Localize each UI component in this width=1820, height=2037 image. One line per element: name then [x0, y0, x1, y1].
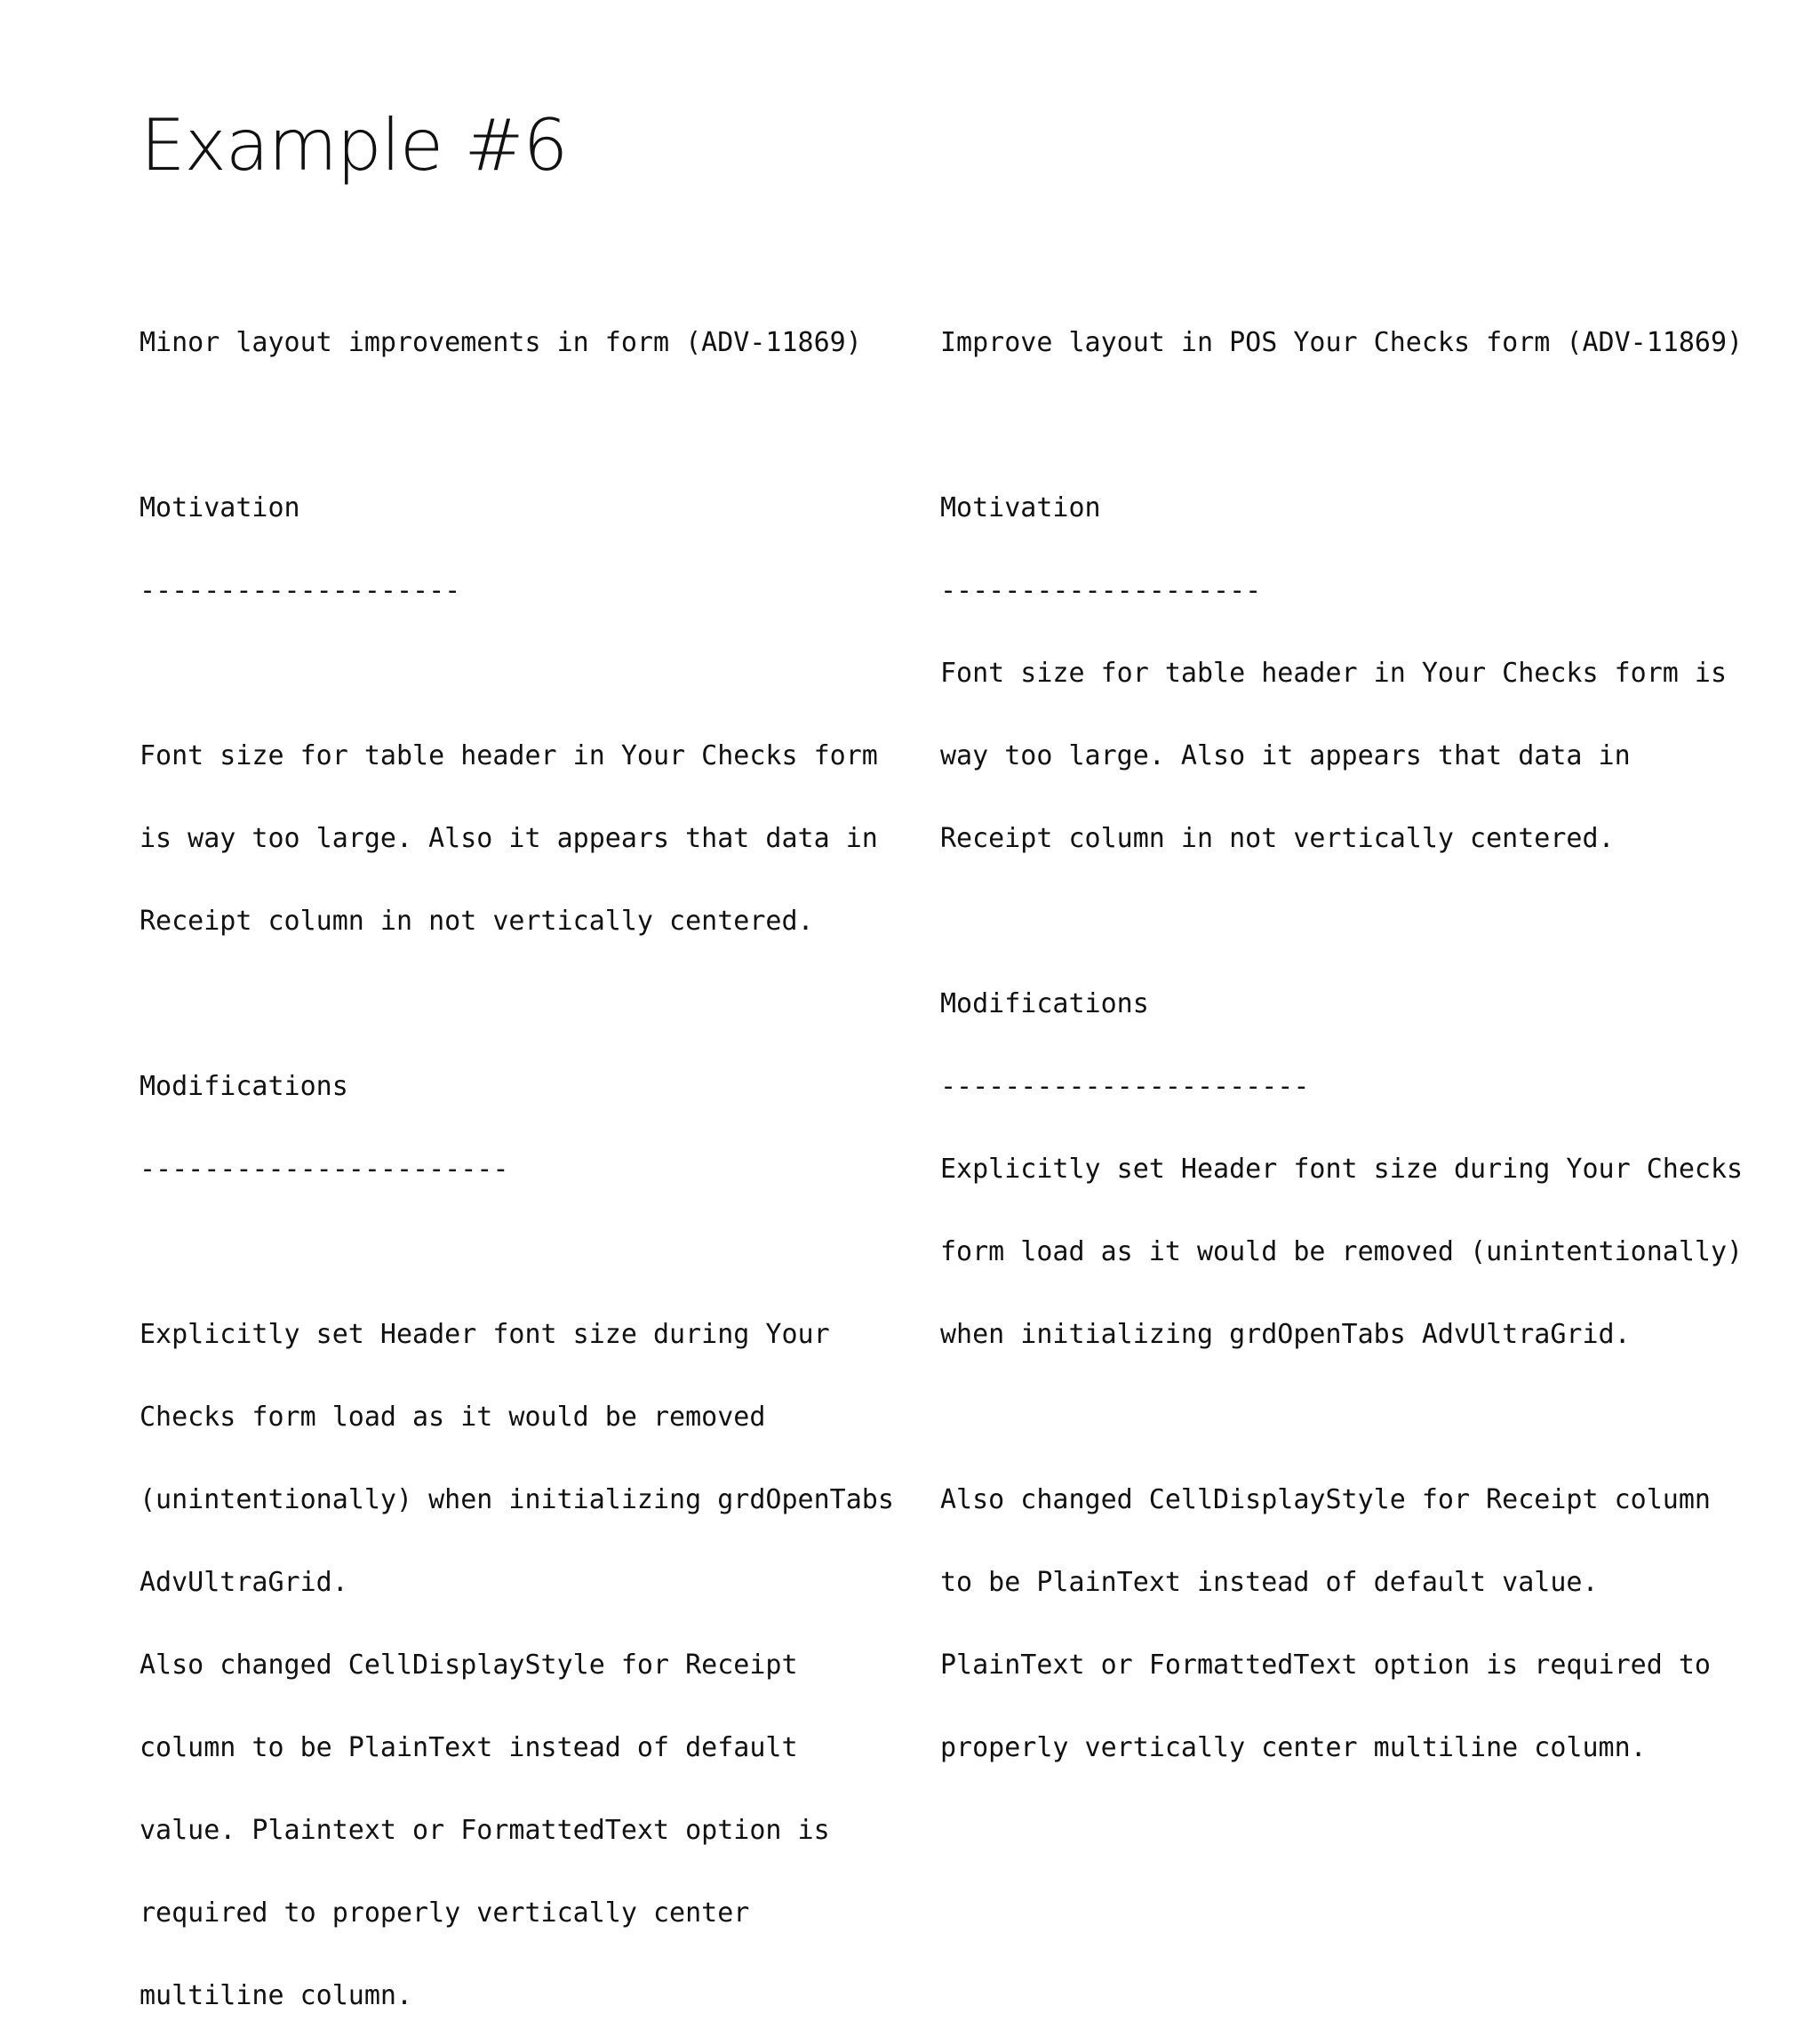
modifications-text-line: AdvUltraGrid.	[140, 1567, 348, 1598]
blank-line	[140, 990, 894, 1018]
blank-line	[140, 411, 894, 439]
blank-line	[140, 659, 894, 687]
heading-underline: -----------------------	[940, 1071, 1310, 1102]
slide-title: Example #6	[140, 104, 568, 187]
modifications-text-line: required to properly vertically center	[140, 1897, 750, 1929]
modifications-text-line: multiline column.	[140, 1980, 413, 2011]
modifications-text-line: Checks form load as it would be removed	[140, 1402, 766, 1433]
modifications-text-line: (unintentionally) when initializing grdOpenTabs	[140, 1484, 894, 1515]
modifications-text-line: properly vertically center multiline column.	[940, 1732, 1647, 1763]
blank-line	[140, 1238, 894, 1266]
modifications-text-line: to be PlainText instead of default value.	[940, 1567, 1599, 1598]
modifications-heading: Modifications	[140, 1071, 348, 1102]
heading-underline: --------------------	[140, 575, 461, 606]
motivation-text-line: is way too large. Also it appears that data in	[140, 823, 878, 854]
blank-line	[940, 1403, 1743, 1431]
modifications-text-line: column to be PlainText instead of default	[140, 1732, 798, 1763]
blank-line	[940, 907, 1743, 935]
motivation-text-line: way too large. Also it appears that data in	[940, 740, 1631, 771]
motivation-text-line: Font size for table header in Your Checks form is	[940, 658, 1728, 689]
old-commit-message	[140, 274, 894, 2037]
commit-summary-line: Minor layout improvements in form (ADV-11869)	[140, 327, 862, 358]
modifications-text-line: form load as it would be removed (unintentionally)	[940, 1236, 1744, 1267]
motivation-heading: Motivation	[940, 492, 1101, 523]
modifications-text-line: when initializing grdOpenTabs AdvUltraGrid.	[940, 1319, 1631, 1350]
motivation-heading: Motivation	[140, 492, 300, 523]
new-commit-message	[940, 274, 1743, 1789]
modifications-heading: Modifications	[940, 988, 1149, 1019]
modifications-text-line: Also changed CellDisplayStyle for Receipt column	[940, 1484, 1711, 1515]
motivation-text-line: Receipt column in not vertically centered.	[140, 906, 814, 937]
modifications-text-line: PlainText or FormattedText option is required to	[940, 1650, 1711, 1681]
motivation-text-line: Receipt column in not vertically centered.	[940, 823, 1615, 854]
blank-line	[940, 411, 1743, 439]
modifications-text-line: Explicitly set Header font size during Your Checks	[940, 1154, 1744, 1185]
heading-underline: --------------------	[940, 575, 1262, 606]
motivation-text-line: Font size for table header in Your Checks form	[140, 740, 878, 771]
heading-underline: -----------------------	[140, 1154, 509, 1185]
modifications-text-line: Explicitly set Header font size during Your	[140, 1319, 830, 1350]
commit-summary-line: Improve layout in POS Your Checks form (ADV-11869)	[940, 327, 1744, 358]
modifications-text-line: value. Plaintext or FormattedText option is	[140, 1815, 830, 1846]
modifications-text-line: Also changed CellDisplayStyle for Receipt	[140, 1650, 798, 1681]
